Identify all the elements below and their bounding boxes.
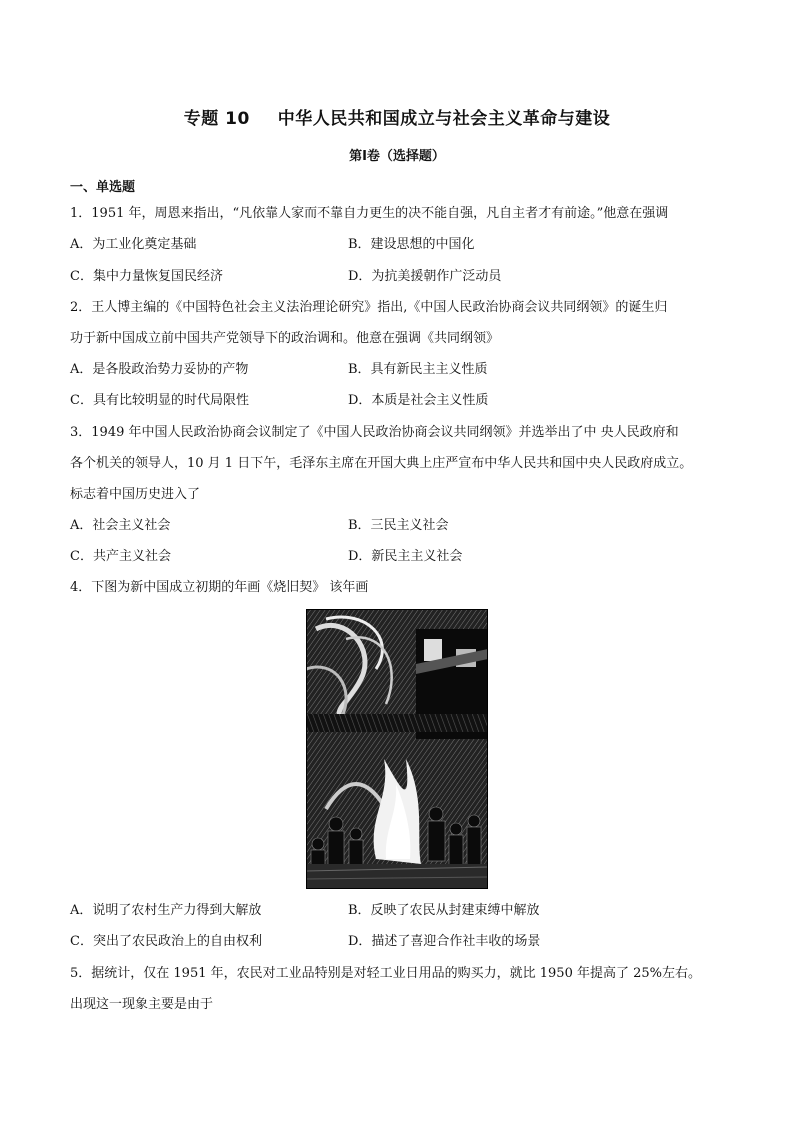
topic-number: 专题 10: [183, 109, 250, 129]
question-1-stem: 1．1951 年，周恩来指出，“凡依靠人家而不靠自力更生的决不能自强，凡自主者才有前途。”他意在强调: [70, 206, 669, 221]
woodcut-figure: [306, 609, 488, 889]
question-4-stem: 4．下图为新中国成立初期的年画《烧旧契》 该年画: [70, 580, 369, 595]
question-4-option-c[interactable]: C．突出了农民政治上的自由权利: [70, 934, 262, 949]
question-2-option-d[interactable]: D．本质是社会主义性质: [348, 393, 489, 408]
question-2-option-b[interactable]: B．具有新民主主义性质: [348, 362, 488, 377]
question-3-option-c[interactable]: C．共产主义社会: [70, 549, 171, 564]
question-5-stem-line-2: 出现这一现象主要是由于: [70, 997, 214, 1012]
question-4-option-b[interactable]: B．反映了农民从封建束缚中解放: [348, 903, 540, 918]
question-1-option-d[interactable]: D．为抗美援朝作广泛动员: [348, 269, 502, 284]
question-4-option-d[interactable]: D．描述了喜迎合作社丰收的场景: [348, 934, 541, 949]
page-title: [0, 104, 794, 129]
section-heading: 一、单选题: [70, 180, 136, 195]
question-2-stem-line-1: 2．王人博主编的《中国特色社会主义法治理论研究》指出,《中国人民政治协商会议共同纲领》的诞生归: [70, 300, 668, 315]
question-1-option-b[interactable]: B．建设思想的中国化: [348, 237, 475, 252]
question-4-option-a[interactable]: A．说明了农村生产力得到大解放: [70, 903, 262, 918]
question-2-stem-line-2: 功于新中国成立前中国共产党领导下的政治调和。他意在强调《共同纲领》: [70, 331, 500, 346]
question-3-stem-line-3: 标志着中国历史进入了: [70, 487, 201, 502]
question-3-stem-line-1: 3．1949 年中国人民政治协商会议制定了《中国人民政治协商会议共同纲领》并选举出了中 央人民政府和: [70, 425, 679, 440]
question-2-option-a[interactable]: A．是各股政治势力妥协的产物: [70, 362, 249, 377]
question-3-option-b[interactable]: B．三民主义社会: [348, 518, 449, 533]
volume-title: 第Ⅰ卷（选择题）: [349, 149, 445, 164]
question-3-stem-line-2: 各个机关的领导人，10 月 1 日下午，毛泽东主席在开国大典上庄严宣布中华人民共和国中央人民政府成立。: [70, 456, 693, 471]
question-2-option-c[interactable]: C．具有比较明显的时代局限性: [70, 393, 249, 408]
question-1-option-a[interactable]: A．为工业化奠定基础: [70, 237, 197, 252]
question-5-stem-line-1: 5．据统计，仅在 1951 年，农民对工业品特别是对轻工业日用品的购买力，就比 1950 年提高了 25%左右。: [70, 966, 701, 981]
question-1-option-c[interactable]: C．集中力量恢复国民经济: [70, 269, 223, 284]
question-3-option-d[interactable]: D．新民主主义社会: [348, 549, 463, 564]
topic-title: 中华人民共和国成立与社会主义革命与建设: [277, 109, 611, 129]
question-3-option-a[interactable]: A．社会主义社会: [70, 518, 171, 533]
